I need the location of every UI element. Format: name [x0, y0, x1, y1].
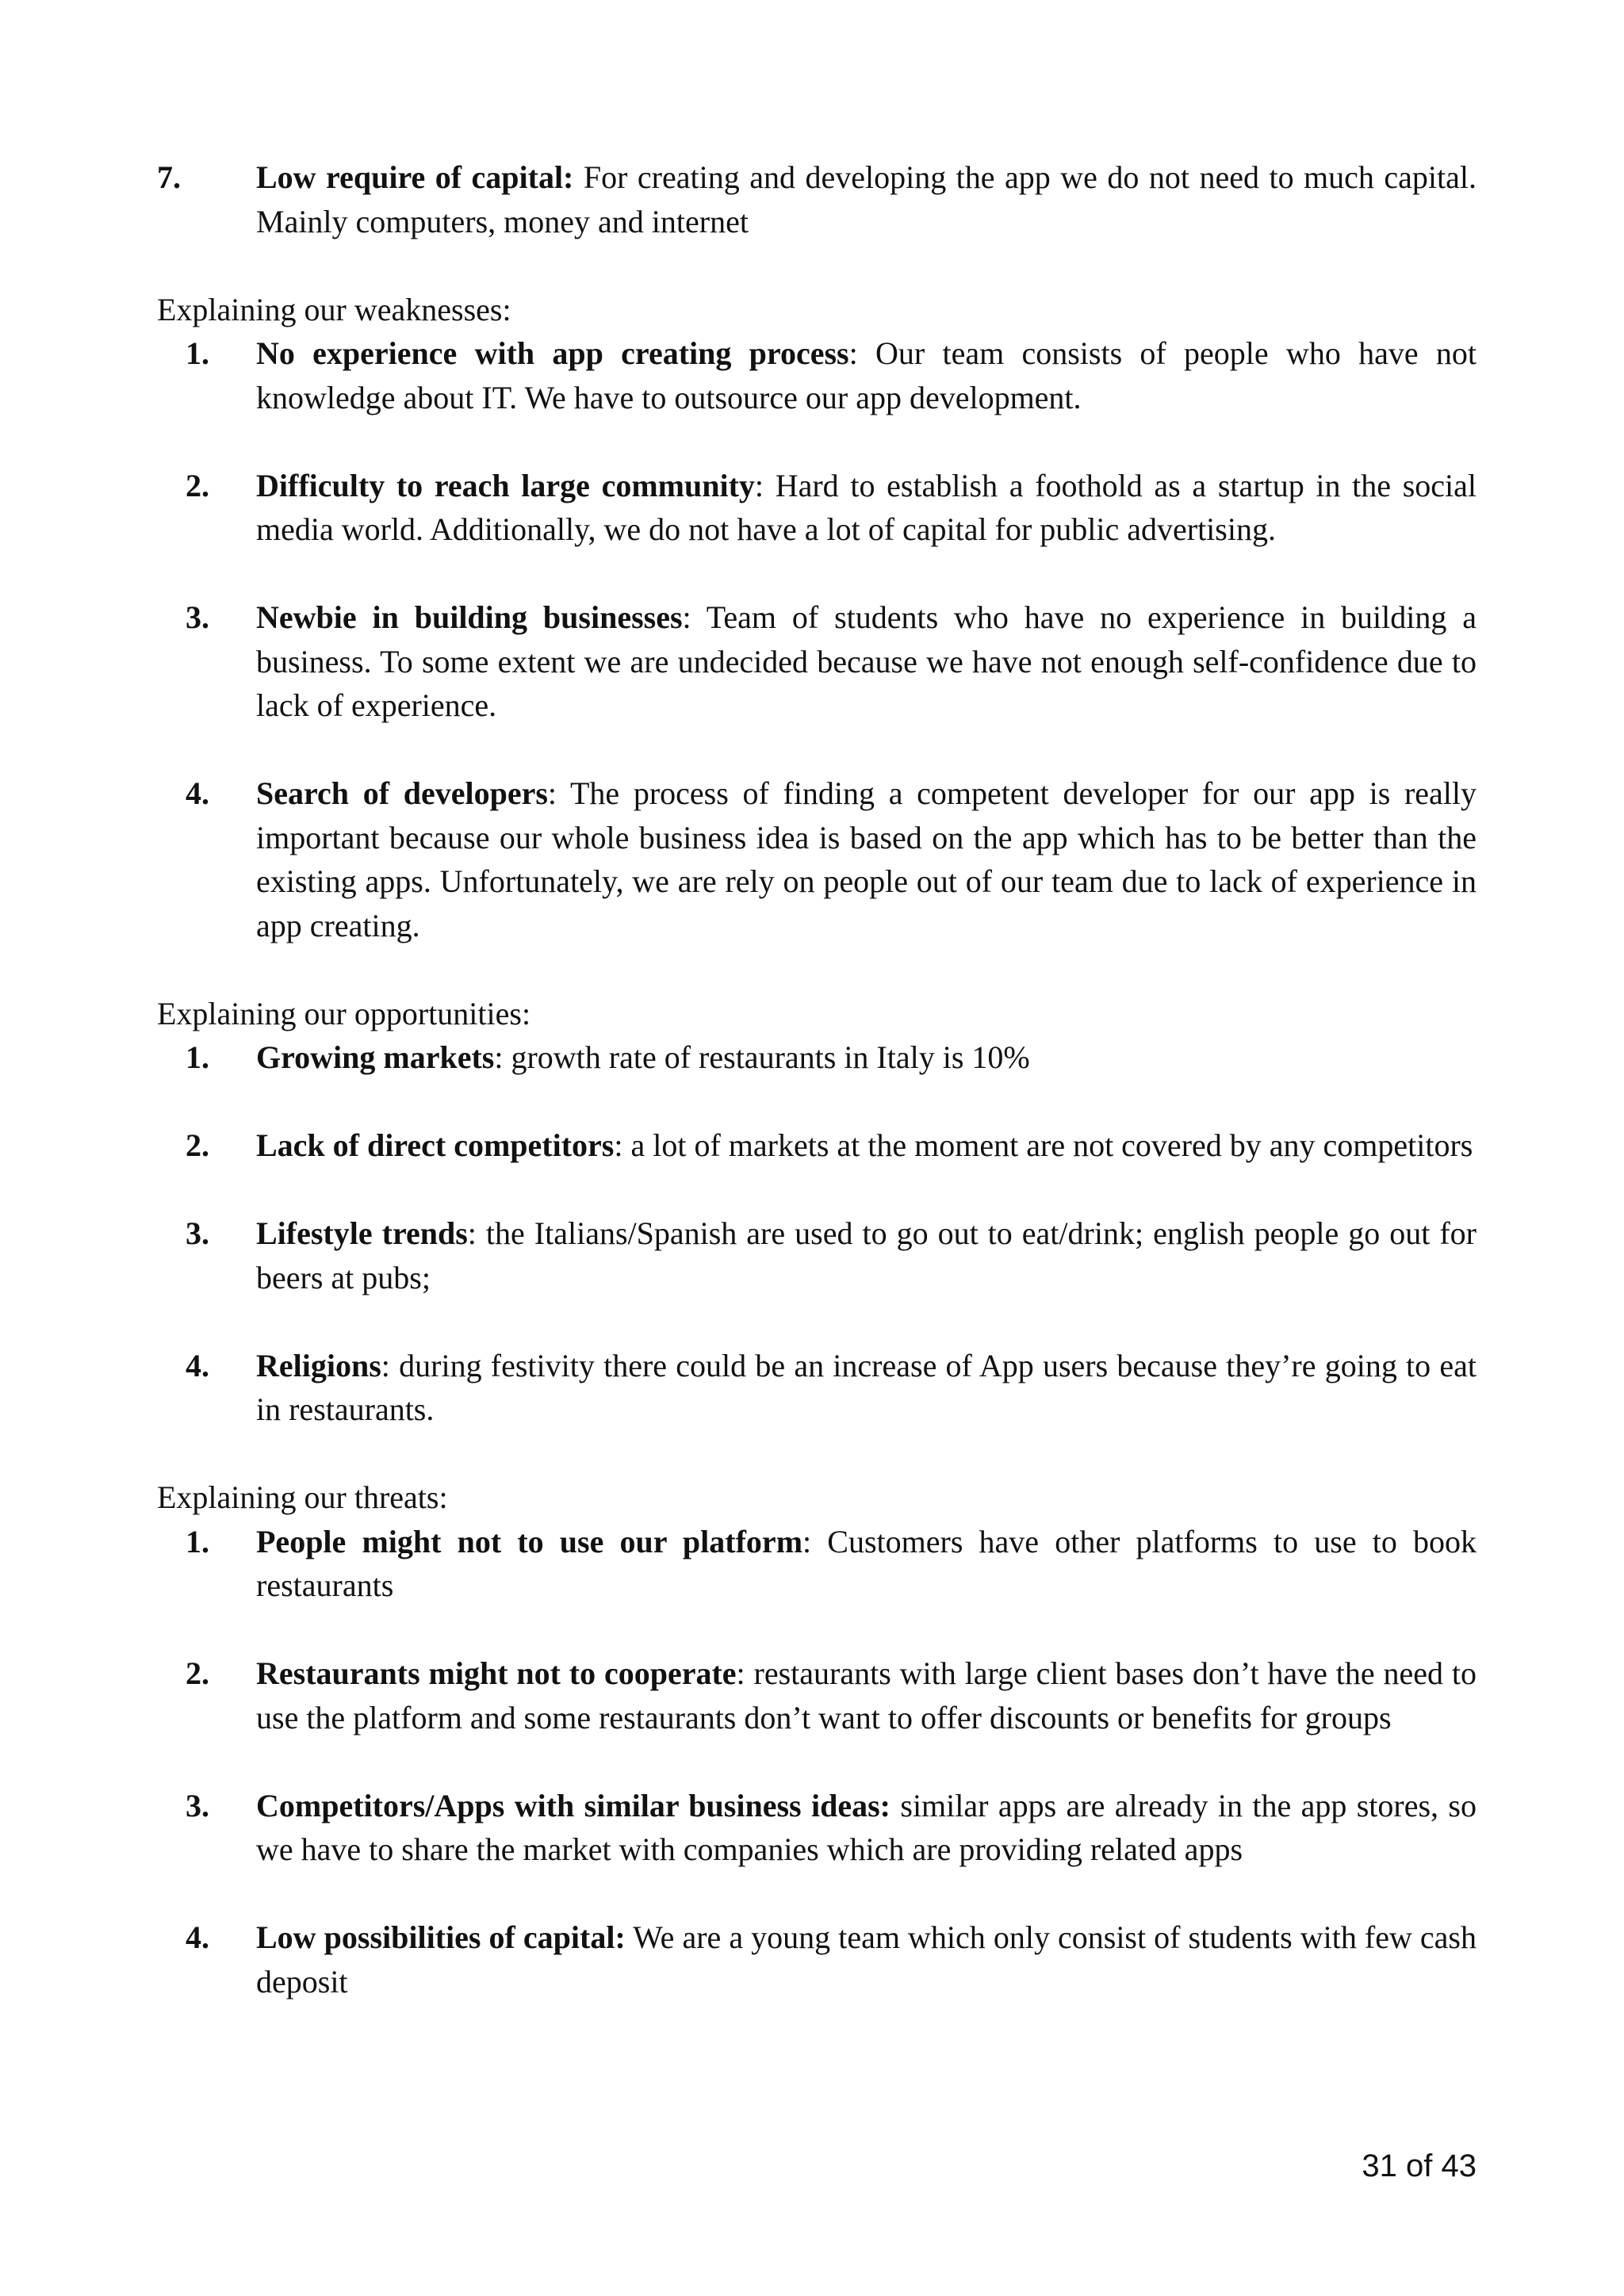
item-text: : Hard to establish a foothold as a startup in the social media world. Additionally, we do not have a lot of capital for public advertising.: [256, 467, 1477, 547]
list-item: [157, 771, 1477, 947]
item-term: Difficulty to reach large community: [256, 467, 755, 503]
item-number: 4.: [186, 1347, 209, 1383]
item-text: : during festivity there could be an increase of App users because they’re going to eat in restaurants.: [256, 1347, 1477, 1427]
opportunities-section: [157, 992, 1477, 1432]
item-number: 2.: [186, 1127, 209, 1163]
item-term: Search of developers: [256, 775, 548, 811]
item-number: 2.: [186, 467, 209, 503]
item-number: 1.: [186, 1039, 209, 1075]
item-term: Low require of capital:: [256, 159, 574, 195]
threats-section: [157, 1475, 1477, 2003]
list-item: [157, 1915, 1477, 2003]
list-item: [157, 1123, 1477, 1168]
item-text: : restaurants with large client bases don’t have the need to use the platform and some restaurants don’t want to offer discounts or benefits for groups: [256, 1655, 1477, 1735]
list-item: [157, 1035, 1477, 1080]
item-text: : a lot of markets at the moment are not covered by any competitors: [614, 1127, 1473, 1163]
item-number: 3.: [186, 599, 209, 635]
list-item: [157, 331, 1477, 419]
list-item: [157, 1651, 1477, 1739]
opportunities-heading: Explaining our opportunities:: [157, 995, 531, 1031]
item-text: For creating and developing the app we do not need to much capital. Mainly computers, money and internet: [256, 159, 1477, 239]
item-text: similar apps are already in the app stores, so we have to share the market with companies which are providing related apps: [256, 1787, 1477, 1867]
list-item: [157, 1520, 1477, 1608]
item-number: 1.: [186, 335, 209, 371]
list-item: [157, 1344, 1477, 1432]
item-number: 3.: [186, 1215, 209, 1251]
list-item: [157, 1211, 1477, 1299]
item-text: We are a young team which only consist of students with few cash deposit: [256, 1919, 1477, 1999]
item-term: Lack of direct competitors: [256, 1127, 615, 1163]
item-number: 1.: [186, 1523, 209, 1559]
item-term: Growing markets: [256, 1039, 495, 1075]
item-term: Lifestyle trends: [256, 1215, 468, 1251]
item-term: Religions: [256, 1347, 381, 1383]
item-term: Competitors/Apps with similar business ideas:: [256, 1787, 891, 1823]
weaknesses-heading: Explaining our weaknesses:: [157, 291, 511, 327]
capital-item: [157, 155, 1477, 243]
item-text: : Team of students who have no experience in building a business. To some extent we are undecided because we have not enough self-confidence due to lack of experience.: [256, 599, 1477, 723]
item-text: : The process of finding a competent developer for our app is really important because our whole business idea is based on the app which has to be better than the existing apps. Unfortunately, we are rely on people out of our team due to lack of experience in app creating.: [256, 775, 1477, 943]
threats-heading: Explaining our threats:: [157, 1479, 448, 1515]
item-number: 7.: [157, 159, 181, 195]
item-term: No experience with app creating process: [256, 335, 849, 371]
item-number: 4.: [186, 775, 209, 811]
item-term: People might not to use our platform: [256, 1523, 803, 1559]
item-number: 3.: [186, 1787, 209, 1823]
item-text: : the Italians/Spanish are used to go out to eat/drink; english people go out for beers at pubs;: [256, 1215, 1477, 1295]
item-text: : Customers have other platforms to use to book restaurants: [256, 1523, 1477, 1603]
item-term: Restaurants might not to cooperate: [256, 1655, 737, 1691]
item-number: 2.: [186, 1655, 209, 1691]
page-content: [157, 155, 1477, 2003]
weaknesses-section: [157, 288, 1477, 948]
item-number: 4.: [186, 1919, 209, 1955]
list-item: [157, 1784, 1477, 1872]
item-term: Newbie in building businesses: [256, 599, 683, 635]
list-item: [157, 595, 1477, 728]
item-term: Low possibilities of capital:: [256, 1919, 626, 1955]
page-number: 31 of 43: [1362, 2149, 1477, 2183]
item-text: : growth rate of restaurants in Italy is 10%: [494, 1039, 1030, 1075]
list-item: [157, 464, 1477, 552]
item-text: : Our team consists of people who have not knowledge about IT. We have to outsource our app development.: [256, 335, 1477, 415]
